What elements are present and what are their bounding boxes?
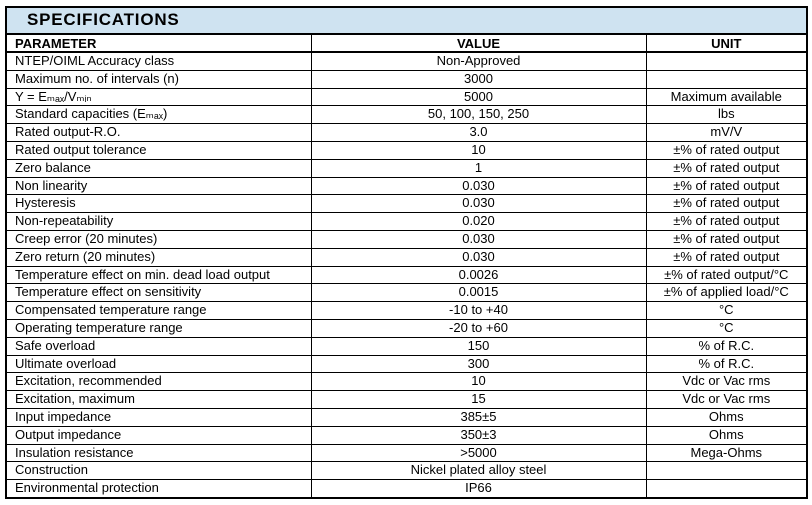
parameter-cell: Temperature effect on sensitivity	[6, 284, 311, 302]
unit-cell: °C	[646, 319, 807, 337]
parameter-cell: Hysteresis	[6, 195, 311, 213]
table-row	[6, 52, 807, 70]
table-row	[6, 373, 807, 391]
unit-cell: ±% of rated output	[646, 248, 807, 266]
unit-cell: ±% of applied load/°C	[646, 284, 807, 302]
parameter-cell: Rated output-R.O.	[6, 124, 311, 142]
parameter-cell: Zero return (20 minutes)	[6, 248, 311, 266]
table-row	[6, 195, 807, 213]
table-row	[6, 88, 807, 106]
parameter-cell: Environmental protection	[6, 480, 311, 498]
parameter-cell: Operating temperature range	[6, 319, 311, 337]
parameter-cell: Creep error (20 minutes)	[6, 230, 311, 248]
table-row	[6, 248, 807, 266]
parameter-cell: NTEP/OIML Accuracy class	[6, 52, 311, 70]
value-cell: 50, 100, 150, 250	[311, 106, 646, 124]
table-row	[6, 426, 807, 444]
value-cell: 10	[311, 373, 646, 391]
table-row	[6, 124, 807, 142]
parameter-cell: Compensated temperature range	[6, 302, 311, 320]
value-cell: >5000	[311, 444, 646, 462]
table-row	[6, 391, 807, 409]
unit-cell: Ohms	[646, 408, 807, 426]
table-row	[6, 284, 807, 302]
parameter-cell: Excitation, maximum	[6, 391, 311, 409]
value-cell: 0.030	[311, 248, 646, 266]
parameter-cell: Y = Eₘₐₓ/Vₘᵢₙ	[6, 88, 311, 106]
unit-cell: ±% of rated output/°C	[646, 266, 807, 284]
table-row	[6, 444, 807, 462]
table-row	[6, 462, 807, 480]
table-row	[6, 177, 807, 195]
value-cell: -10 to +40	[311, 302, 646, 320]
parameter-cell: Output impedance	[6, 426, 311, 444]
value-cell: 3.0	[311, 124, 646, 142]
value-cell: 0.030	[311, 177, 646, 195]
value-cell: 385±5	[311, 408, 646, 426]
table-row	[6, 302, 807, 320]
unit-cell: Vdc or Vac rms	[646, 391, 807, 409]
parameter-cell: Rated output tolerance	[6, 141, 311, 159]
value-cell: 15	[311, 391, 646, 409]
table-row	[6, 408, 807, 426]
table-title: SPECIFICATIONS	[6, 7, 807, 34]
parameter-cell: Input impedance	[6, 408, 311, 426]
parameter-cell: Non linearity	[6, 177, 311, 195]
table-row	[6, 355, 807, 373]
unit-cell	[646, 70, 807, 88]
parameter-cell: Temperature effect on min. dead load output	[6, 266, 311, 284]
value-cell: 0.030	[311, 230, 646, 248]
unit-cell: % of R.C.	[646, 337, 807, 355]
unit-cell: ±% of rated output	[646, 177, 807, 195]
unit-cell: Mega-Ohms	[646, 444, 807, 462]
value-cell: 0.030	[311, 195, 646, 213]
parameter-cell: Construction	[6, 462, 311, 480]
table-body	[6, 52, 807, 498]
value-cell: 0.0015	[311, 284, 646, 302]
unit-cell	[646, 462, 807, 480]
value-cell: 0.020	[311, 213, 646, 231]
unit-cell	[646, 52, 807, 70]
column-header-unit: UNIT	[646, 34, 807, 52]
unit-cell	[646, 480, 807, 498]
table-row	[6, 106, 807, 124]
table-row	[6, 230, 807, 248]
table-title-row	[6, 7, 807, 34]
parameter-cell: Excitation, recommended	[6, 373, 311, 391]
unit-cell: Vdc or Vac rms	[646, 373, 807, 391]
unit-cell: ±% of rated output	[646, 159, 807, 177]
value-cell: IP66	[311, 480, 646, 498]
unit-cell: lbs	[646, 106, 807, 124]
table-row	[6, 70, 807, 88]
unit-cell: % of R.C.	[646, 355, 807, 373]
specifications-table	[5, 6, 808, 499]
column-header-value: VALUE	[311, 34, 646, 52]
unit-cell: ±% of rated output	[646, 213, 807, 231]
unit-cell: ±% of rated output	[646, 195, 807, 213]
table-row	[6, 337, 807, 355]
table-row	[6, 159, 807, 177]
table-row	[6, 319, 807, 337]
value-cell: 350±3	[311, 426, 646, 444]
parameter-cell: Zero balance	[6, 159, 311, 177]
value-cell: -20 to +60	[311, 319, 646, 337]
value-cell: 1	[311, 159, 646, 177]
value-cell: 150	[311, 337, 646, 355]
table-row	[6, 213, 807, 231]
value-cell: Non-Approved	[311, 52, 646, 70]
value-cell: 3000	[311, 70, 646, 88]
value-cell: 0.0026	[311, 266, 646, 284]
value-cell: 10	[311, 141, 646, 159]
column-header-row	[6, 34, 807, 52]
unit-cell: mV/V	[646, 124, 807, 142]
value-cell: 300	[311, 355, 646, 373]
parameter-cell: Non-repeatability	[6, 213, 311, 231]
value-cell: 5000	[311, 88, 646, 106]
unit-cell: Maximum available	[646, 88, 807, 106]
table-row	[6, 480, 807, 498]
table-row	[6, 141, 807, 159]
unit-cell: Ohms	[646, 426, 807, 444]
column-header-parameter: PARAMETER	[6, 34, 311, 52]
unit-cell: °C	[646, 302, 807, 320]
parameter-cell: Maximum no. of intervals (n)	[6, 70, 311, 88]
parameter-cell: Standard capacities (Eₘₐₓ)	[6, 106, 311, 124]
table-row	[6, 266, 807, 284]
value-cell: Nickel plated alloy steel	[311, 462, 646, 480]
unit-cell: ±% of rated output	[646, 230, 807, 248]
unit-cell: ±% of rated output	[646, 141, 807, 159]
parameter-cell: Safe overload	[6, 337, 311, 355]
parameter-cell: Ultimate overload	[6, 355, 311, 373]
parameter-cell: Insulation resistance	[6, 444, 311, 462]
